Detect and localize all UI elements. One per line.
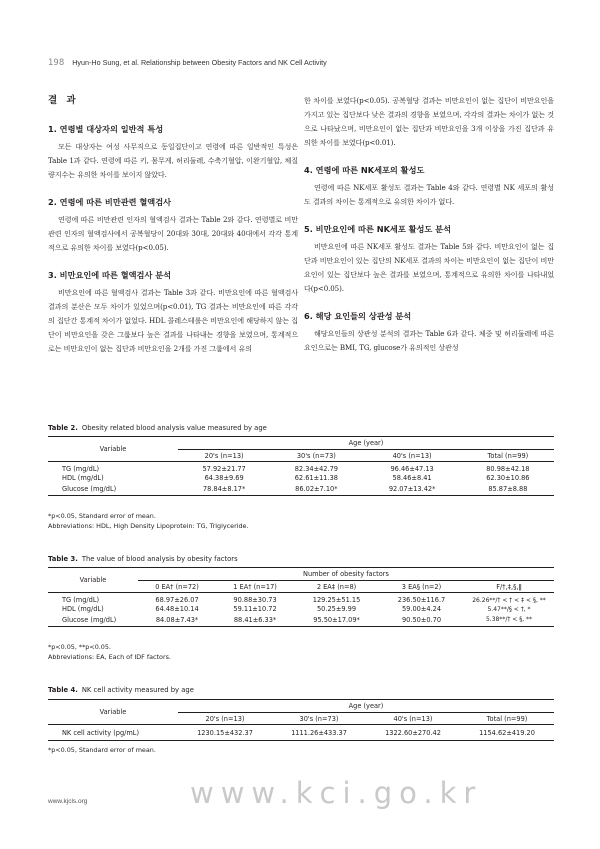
left-column [48, 94, 298, 356]
table-2-cell: 92.07±13.42* [362, 483, 461, 495]
table-4-label: Table 4. [48, 686, 78, 694]
table-2-abbreviations: Abbreviations: HDL, High Density Lipoprotein: TG, Triglyceride. [48, 522, 249, 530]
table-3-group-header: Number of obesity factors [138, 568, 554, 581]
table-3-col-header: 3 EA§ (n=2) [379, 581, 464, 593]
table-3 [48, 567, 554, 627]
table-3-cell: 64.48±10.14 [155, 605, 199, 613]
table-4-cell: 1322.60±270.42 [366, 725, 460, 741]
results-heading: 결 과 [48, 95, 79, 106]
table-4-col-header: 20's (n=13) [178, 713, 272, 725]
table-4-col-header: 40's (n=13) [366, 713, 460, 725]
table-2-caption [48, 424, 267, 432]
table-2-cell: 86.02±7.10* [270, 483, 362, 495]
table-2-cell: 58.46±8.41 [392, 474, 432, 482]
section-3-continued: 한 차이를 보였다(p<0.05). 공복혈당 결과는 비만요인이 없는 집단이 비만요인을 가지고 있는 집단보다 낮은 결과의 경향을 보였으며, 각각의 결과는 차이가 없는 것으로 나타났으며, 비만요인이 없는 집단과 비만요인을 3개 이상을 가진 집단과 유의한 차이를 보였다(p<0.01). [304, 96, 554, 147]
table-4-cell: 1230.15±432.37 [178, 725, 272, 741]
table-2-cell: 82.34±42.79 [294, 465, 338, 473]
table-3-cell: 95.50±17.09* [294, 614, 379, 626]
table-4 [48, 699, 554, 741]
table-3-col-header: 1 EA† (n=17) [216, 581, 294, 593]
table-4-notes [48, 745, 156, 755]
table-2-variable-header: Variable [48, 437, 178, 462]
table-2-cell: 64.38±9.69 [204, 474, 244, 482]
section-1-title: 1. 연령별 대상자의 일반적 특성 [48, 124, 164, 134]
section-3-title: 3. 비만요인에 따른 혈액검사 분석 [48, 270, 172, 280]
table-4-col-header: Total (n=99) [460, 713, 554, 725]
table-2-cell: 96.46±47.13 [390, 465, 434, 473]
table-2-row-label: TG (mg/dL) [62, 465, 100, 473]
section-5-text: 비만요인에 따른 NK세포 활성도 결과는 Table 5와 같다. 비만요인이 없는 집단과 비만요인이 있는 집단의 NK세포 결과의 차이는 비만요인이 없는 집단이 비만요인이 있는 집단보다 높은 결과를 보였으며, 통계적으로 유의한 차이를 나타내었다(p<0.05). [304, 242, 554, 293]
table-3-cell: 26.26**/† < † < ‡ < §, ** [472, 596, 546, 604]
section-6-title: 6. 해당 요인들의 상관성 분석 [304, 311, 412, 321]
table-4-note: *p<0.05, Standard error of mean. [48, 746, 156, 754]
section-5-title: 5. 비만요인에 따른 NK세포 활성도 분석 [304, 224, 451, 234]
table-4-variable-header: Variable [48, 700, 178, 725]
table-2-cell: 85.87±8.88 [462, 483, 554, 495]
table-2-cell: 78.84±8.17* [178, 483, 270, 495]
table-2-row-label: Glucose (mg/dL) [48, 483, 178, 495]
section-6-text: 해당요인들의 상관성 분석의 결과는 Table 6과 같다. 체중 및 허리둘레에 따른 요인으로는 BMI, TG, glucose가 유의적인 상관성 [304, 329, 554, 352]
section-4-title: 4. 연령에 따른 NK세포의 활성도 [304, 165, 425, 175]
table-4-cell: 1111.26±433.37 [272, 725, 366, 741]
table-3-col-header: F/†,‡,§,ǁ [464, 581, 554, 593]
journal-url: www.kjcls.org [48, 798, 88, 805]
running-header [48, 58, 327, 68]
section-1-text: 모든 대상자는 여성 사무직으로 동일집단이고 연령에 따른 일반적인 특성은 Table 1과 같다. 연령에 따른 키, 몸무게, 허리둘레, 수축기혈압, 이완기혈압, 체질량지수는 유의한 차이를 보이지 않았다. [48, 142, 298, 179]
table-2-cell: 80.98±42.18 [486, 465, 530, 473]
table-3-cell: 50.25±9.99 [316, 605, 357, 613]
table-4-cell: 1154.62±419.20 [460, 725, 554, 741]
table-3-variable-header: Variable [48, 568, 138, 593]
table-3-cell: 68.97±26.07 [155, 596, 199, 604]
section-2-text: 연령에 따른 비만관련 인자의 혈액검사 결과는 Table 2와 같다. 연령별로 비만 관련 인자의 혈액검사에서 공복혈당이 20대와 30대, 20대와 40대에서 각각 통계적으로 유의한 차이를 보였다(p<0.05). [48, 215, 298, 252]
table-3-cell: 59.11±10.72 [233, 605, 277, 613]
table-3-abbreviations: Abbreviations: EA, Each of IDF factors. [48, 653, 171, 661]
table-2-cell: 62.61±11.38 [294, 474, 338, 482]
table-3-caption [48, 555, 238, 563]
table-3-cell: 90.50±0.70 [379, 614, 464, 626]
table-3-cell: 5.38**/† < §, ** [464, 614, 554, 626]
section-3-text: 비만요인에 따른 혈액검사 결과는 Table 3과 같다. 비만요인에 따른 혈액검사결과의 분산은 모두 차이가 있었으며(p<0.01), TG 결과는 비만요인에 따른 각각의 집단간 통계적 차이가 없었다. HDL 콜레스테롤은 비만요인에 해당하지 않는 집단이 비만요인을 갖은 그룹보다 높은 결과를 나타내는 경향을 보였으며, 통계적으로는 비만요인이 없는 집단과 비만요인을 2개를 가진 그룹에서 유의 [48, 288, 298, 353]
watermark: www.kci.go.kr [190, 776, 483, 810]
section-2-title: 2. 연령에 따른 비만관련 혈액검사 [48, 197, 172, 207]
table-4-row-label: NK cell activity (pg/mL) [48, 725, 178, 741]
table-3-row-label: Glucose (mg/dL) [48, 614, 138, 626]
running-title: Hyun-Ho Sung, et al. Relationship between Obesity Factors and NK Cell Activity [72, 58, 327, 67]
table-3-cell: 88.41±6.33* [216, 614, 294, 626]
table-3-cell: 5.47**/§ < †, * [487, 605, 531, 613]
table-4-caption [48, 686, 194, 694]
table-2-col-header: Total (n=99) [462, 450, 554, 462]
right-column [304, 94, 554, 355]
table-3-cell: 90.88±30.73 [233, 596, 277, 604]
table-3-col-header: 2 EA‡ (n=8) [294, 581, 379, 593]
table-2-cell: 62.30±10.86 [486, 474, 530, 482]
table-3-col-header: 0 EA† (n=72) [138, 581, 216, 593]
table-2-col-header: 40's (n=13) [362, 450, 461, 462]
table-3-cell: 59.00±4.24 [401, 605, 442, 613]
table-3-title: The value of blood analysis by obesity factors [81, 555, 238, 563]
table-3-row-label: TG (mg/dL) [62, 596, 100, 604]
table-2-col-header: 30's (n=73) [270, 450, 362, 462]
table-3-label: Table 3. [48, 555, 78, 563]
table-2-col-header: 20's (n=13) [178, 450, 270, 462]
page-number: 198 [48, 58, 65, 68]
table-2-title: Obesity related blood analysis value measured by age [81, 424, 267, 432]
table-2 [48, 436, 554, 496]
table-3-cell: 129.25±51.15 [312, 596, 361, 604]
table-2-notes [48, 511, 249, 531]
table-3-cell: 84.08±7.43* [138, 614, 216, 626]
section-4-text: 연령에 따른 NK세포 활성도 결과는 Table 4와 같다. 연령별 NK 세포의 활성도 결과의 차이는 통계적으로 유의한 차이가 없다. [304, 183, 554, 206]
table-4-col-header: 30's (n=73) [272, 713, 366, 725]
table-3-cell: 236.50±116.7 [397, 596, 446, 604]
table-2-note: *p<0.05, Standard error of mean. [48, 512, 156, 520]
table-4-title: NK cell activity measured by age [81, 686, 194, 694]
table-4-group-header: Age (year) [178, 700, 554, 713]
table-3-row-label: HDL (mg/dL) [62, 605, 104, 613]
table-2-group-header: Age (year) [178, 437, 554, 450]
table-2-label: Table 2. [48, 424, 78, 432]
table-2-cell: 57.92±21.77 [202, 465, 246, 473]
table-2-row-label: HDL (mg/dL) [62, 474, 104, 482]
table-3-note: *p<0.05, **p<0.05. [48, 643, 111, 651]
table-3-notes [48, 642, 171, 662]
